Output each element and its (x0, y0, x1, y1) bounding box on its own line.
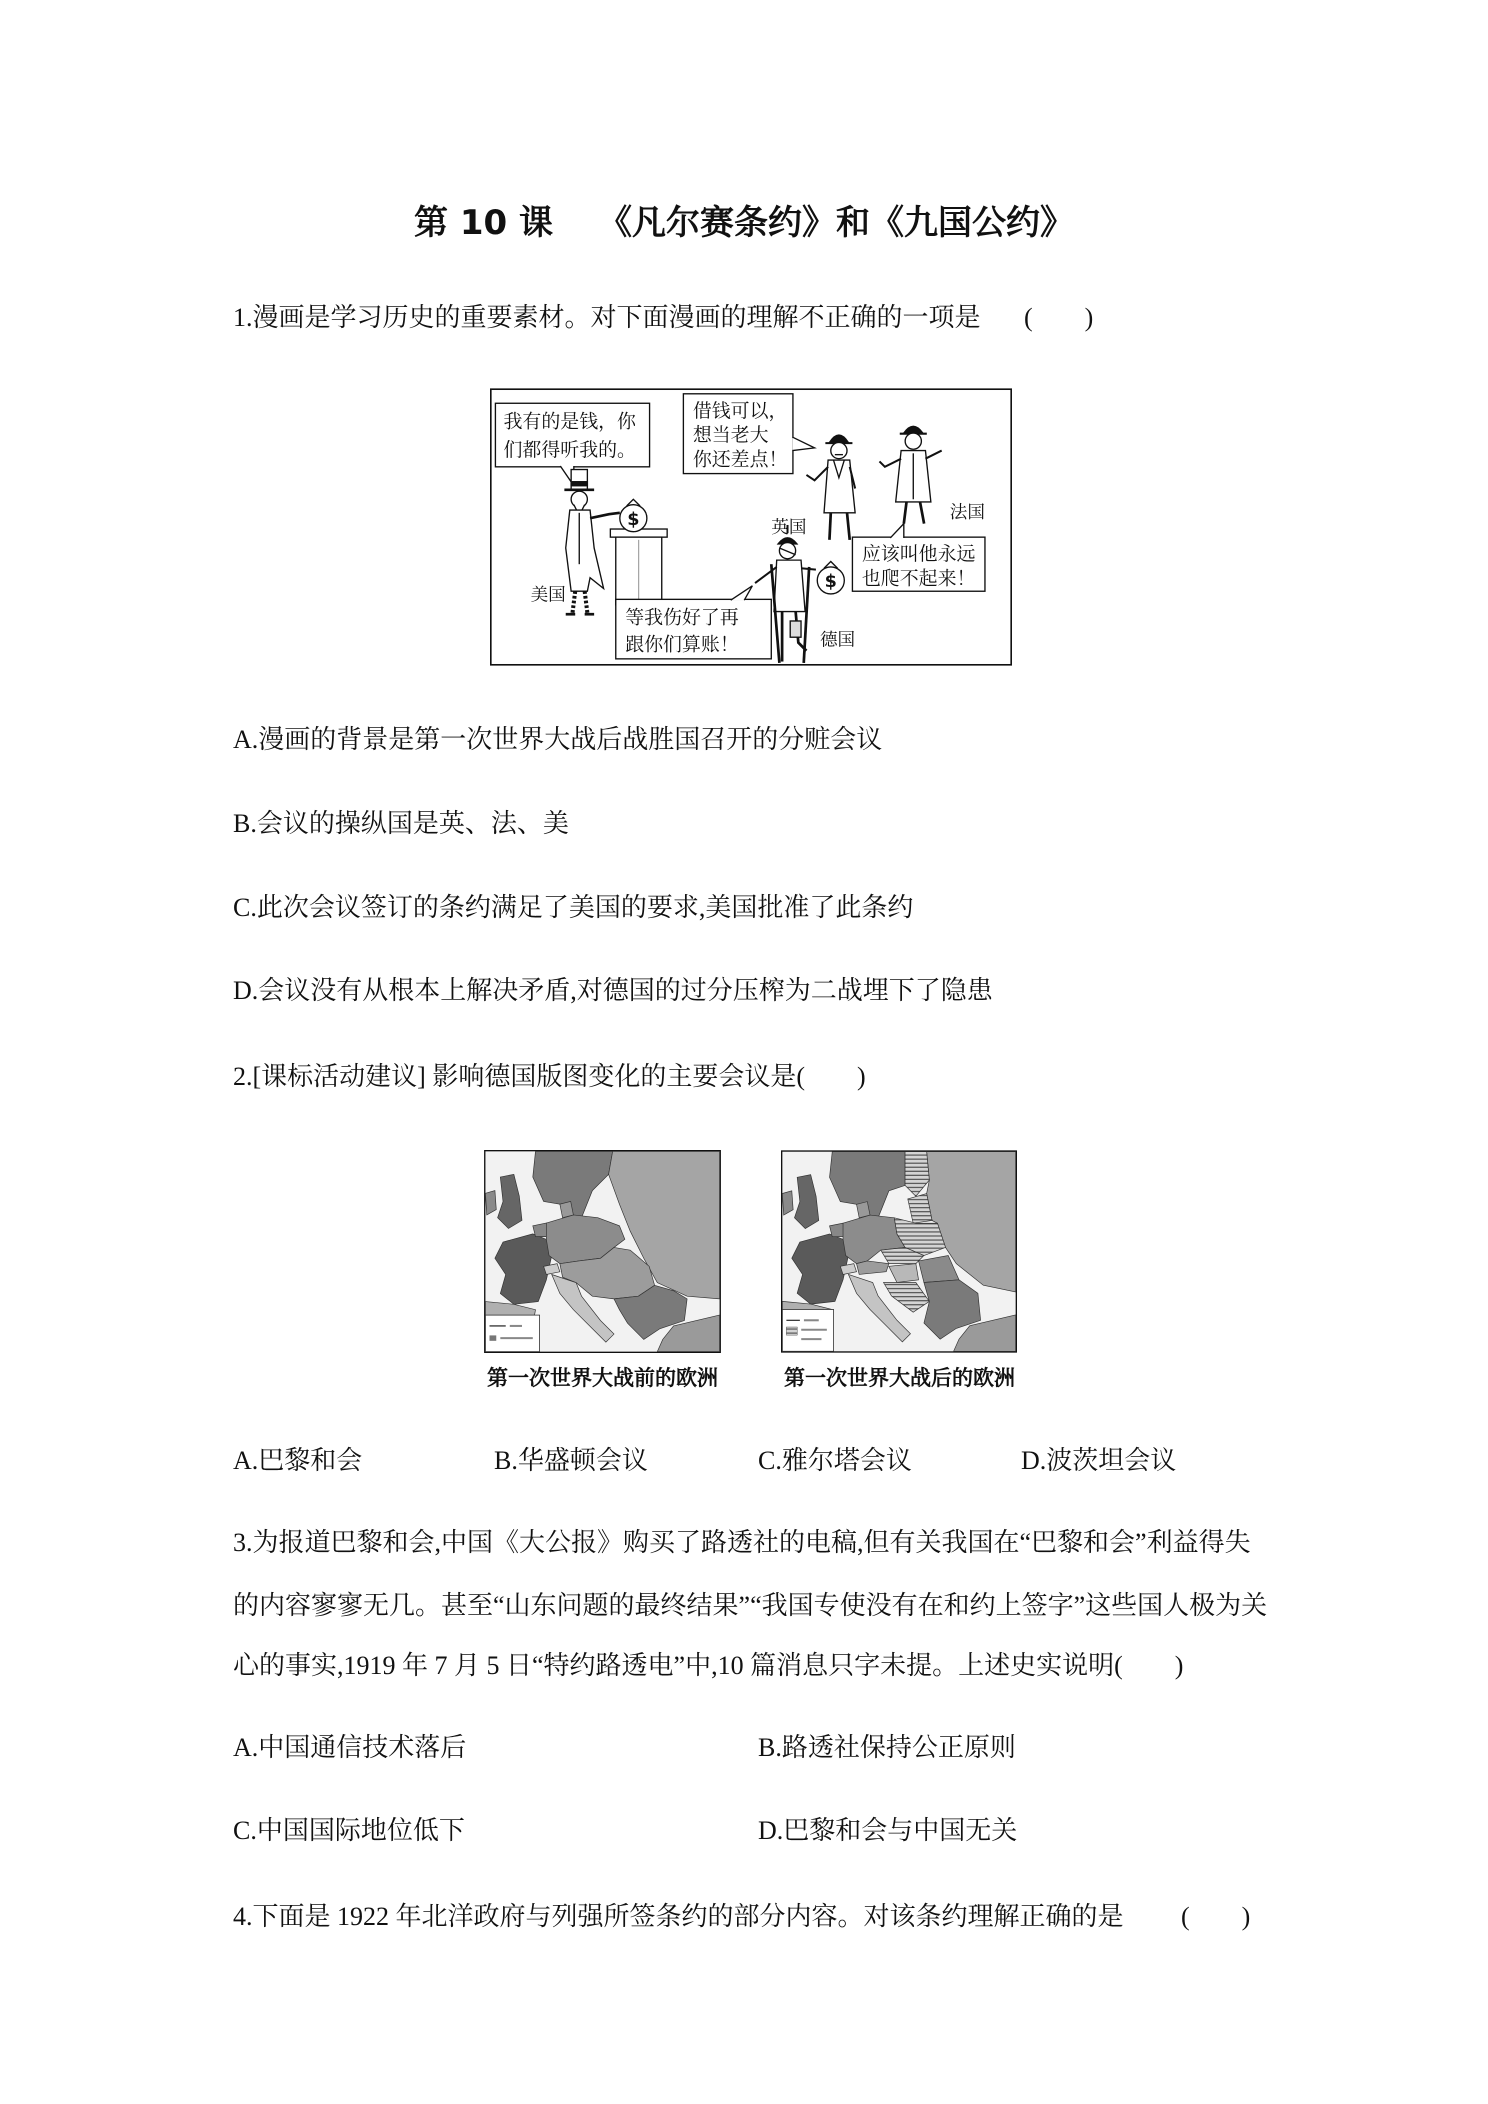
map-europe-before-wwi (484, 1150, 721, 1353)
podium (610, 529, 667, 605)
page-title (0, 203, 1488, 243)
question-3-option-c: C.中国国际地位低下 (233, 1816, 465, 1845)
question-2-option-a: A.巴黎和会 (233, 1446, 363, 1475)
lesson-number: 第 10 课 (414, 203, 553, 243)
money-symbol: $ (627, 509, 640, 530)
bubble-text-germany-line-1: 等我伤好了再 (625, 606, 739, 629)
map-legend (485, 1315, 539, 1352)
question-2-option-b: B.华盛顿会议 (494, 1446, 648, 1475)
cartoon-illustration (490, 388, 1012, 666)
question-4-answer-bracket: ( ) (1181, 1902, 1251, 1931)
bubble-text-france-line-2: 也爬不起来！ (861, 567, 976, 590)
question-3-option-b: B.路透社保持公正原则 (758, 1733, 1016, 1762)
bubble-text-britain-line-2: 想当老大 (692, 424, 769, 447)
label-britain: 英国 (771, 518, 807, 539)
question-1-stem: 1.漫画是学习历史的重要素材。对下面漫画的理解不正确的一项是 (233, 303, 981, 332)
map-region-denmark (560, 1201, 574, 1217)
bubble-text-usa-line-2: 们都得听我的。 (503, 439, 636, 462)
label-usa: 美国 (530, 585, 566, 606)
bubble-text-usa-line-1: 我有的是钱，你 (503, 410, 636, 433)
bubble-text-britain-line-3: 你还差点！ (692, 448, 788, 471)
question-1-option-a: A.漫画的背景是第一次世界大战后战胜国召开的分赃会议 (233, 725, 883, 754)
question-1-answer-bracket: ( ) (1024, 303, 1094, 332)
question-3-stem-line-1: 3.为报道巴黎和会,中国《大公报》购买了路透社的电稿,但有关我国在“巴黎和会”利益得失 (233, 1528, 1251, 1557)
question-3-option-d: D.巴黎和会与中国无关 (758, 1816, 1018, 1845)
map-region-denmark (857, 1202, 870, 1218)
question-3-stem-line-2: 的内容寥寥无几。甚至“山东问题的最终结果”“我国专使没有在和约上签字”这些国人极为关 (233, 1591, 1268, 1620)
question-4-stem: 4.下面是 1922 年北洋政府与列强所签条约的部分内容。对该条约理解正确的是 (233, 1902, 1124, 1931)
question-2-stem: 2.[课标活动建议] 影响德国版图变化的主要会议是( ) (233, 1062, 866, 1091)
money-symbol: $ (824, 572, 837, 593)
map-caption-before-wwi: 第一次世界大战前的欧洲 (487, 1366, 718, 1390)
bubble-text-britain-line-1: 借钱可以， (692, 399, 788, 422)
question-3-option-a: A.中国通信技术落后 (233, 1733, 467, 1762)
label-france: 法国 (949, 503, 985, 524)
question-1-option-c: C.此次会议签订的条约满足了美国的要求,美国批准了此条约 (233, 893, 914, 922)
lesson-name: 《凡尔赛条约》和《九国公约》 (598, 203, 1074, 243)
question-2-option-c: C.雅尔塔会议 (758, 1446, 912, 1475)
question-1-option-d: D.会议没有从根本上解决矛盾,对德国的过分压榨为二战埋下了隐患 (233, 976, 993, 1005)
map-europe-after-wwi (781, 1150, 1017, 1353)
label-germany: 德国 (819, 630, 856, 651)
bubble-text-france-line-1: 应该叫他永远 (861, 543, 976, 566)
map-caption-after-wwi: 第一次世界大战后的欧洲 (784, 1366, 1015, 1390)
question-1-option-b: B.会议的操纵国是英、法、美 (233, 809, 569, 838)
question-2-option-d: D.波茨坦会议 (1021, 1446, 1177, 1475)
question-3-stem-line-3: 心的事实,1919 年 7 月 5 日“特约路透电”中,10 篇消息只字未提。上述史实说明( ) (233, 1651, 1184, 1680)
map-legend (782, 1309, 833, 1351)
bubble-text-germany-line-2: 跟你们算账！ (625, 633, 739, 656)
